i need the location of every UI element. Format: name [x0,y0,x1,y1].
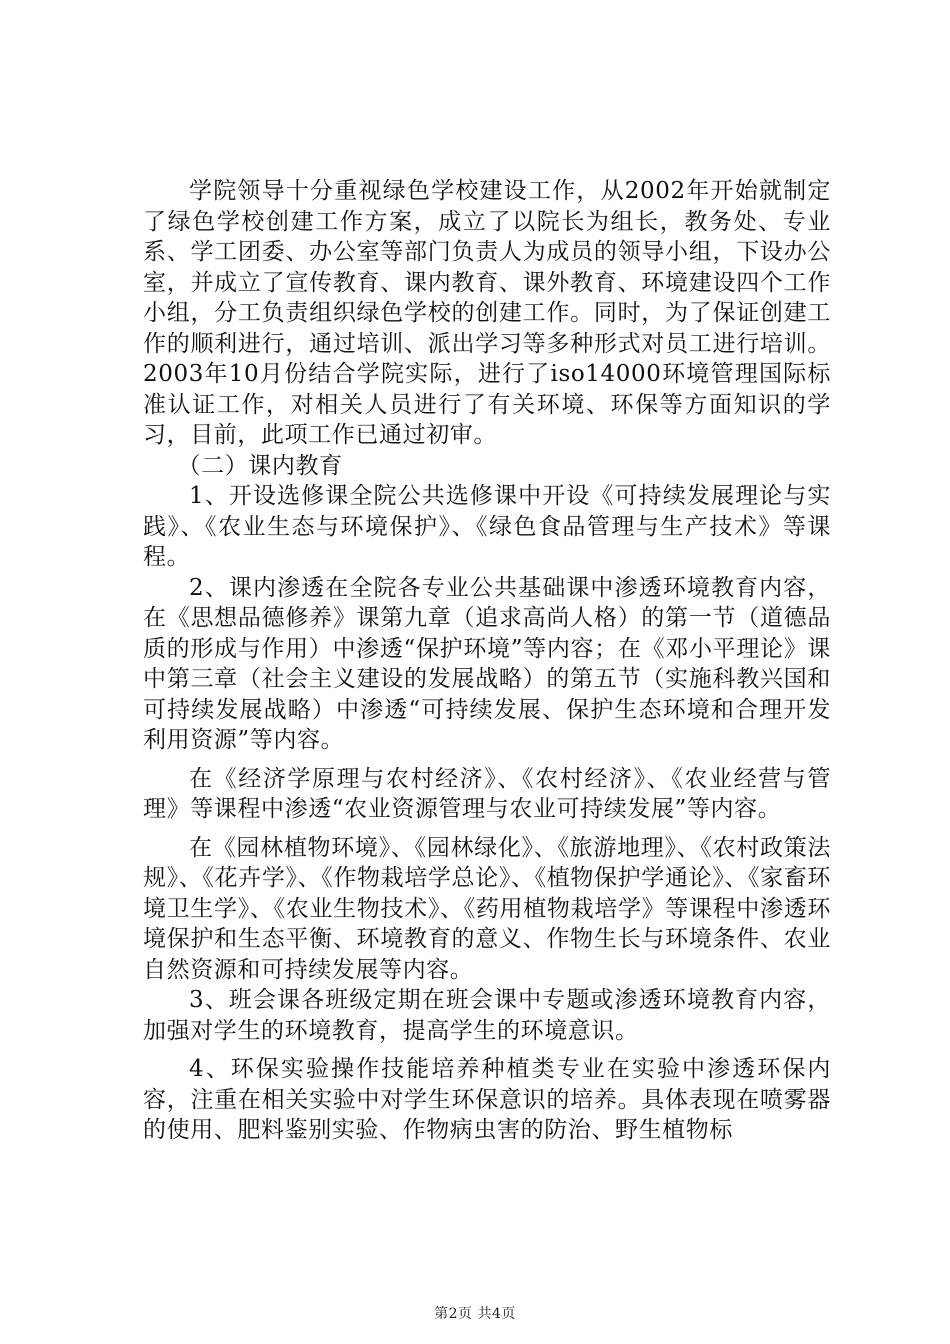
page-footer: 第2页 共4页 [434,1306,516,1322]
paragraph-item-2-economics: 在《经济学原理与农村经济》、《农村经济》、《农业经营与管理》等课程中渗透“农业资源管理与农业可持续发展”等内容。 [143,765,831,822]
paragraph-item-3: 3、班会课各班级定期在班会课中专题或渗透环境教育内容，加强对学生的环境教育，提高学生的环境意识。 [143,987,831,1044]
paragraph-item-1: 1、开设选修课全院公共选修课中开设《可持续发展理论与实践》、《农业生态与环境保护》、《绿色食品管理与生产技术》等课程。 [143,483,831,570]
paragraph-intro: 学院领导十分重视绿色学校建设工作，从2002年开始就制定了绿色学校创建工作方案，成立了以院长为组长，教务处、专业系、学工团委、办公室等部门负责人为成员的领导小组，下设办公室，并成立了宣传教育、课内教育、课外教育、环境建设四个工作小组，分工负责组织绿色学校的创建工作。同时，为了保证创建工作的顺利进行，通过培训、派出学习等多种形式对员工进行培训。2003年10月份结合学院实际，进行了iso14000环境管理国际标准认证工作，对相关人员进行了有关环境、环保等方面知识的学习，目前，此项工作已通过初审。 [143,178,831,448]
paragraph-item-2-courses: 在《园林植物环境》、《园林绿化》、《旅游地理》、《农村政策法规》、《花卉学》、《作物栽培学总论》、《植物保护学通论》、《家畜环境卫生学》、《农业生物技术》、《药用植物栽培学》等课程中渗透环境保护和生态平衡、环境教育的意义、作物生长与环境条件、农业自然资源和可持续发展等内容。 [143,834,831,983]
paragraph-item-4: 4、环保实验操作技能培养种植类专业在实验中渗透环保内容，注重在相关实验中对学生环保意识的培养。具体表现在喷雾器的使用、肥料鉴别实验、作物病虫害的防治、野生植物标 [143,1056,831,1143]
section-heading: （二）课内教育 [177,452,343,479]
paragraph-item-2: 2、课内渗透在全院各专业公共基础课中渗透环境教育内容，在《思想品德修养》课第九章（追求高尚人格）的第一节（道德品质的形成与作用）中渗透“保护环境”等内容；在《邓小平理论》课中第三章（社会主义建设的发展战略）的第五节（实施科教兴国和可持续发展战略）中渗透“可持续发展、保护生态环境和合理开发利用资源”等内容。 [143,574,831,753]
document-body [143,176,831,1146]
